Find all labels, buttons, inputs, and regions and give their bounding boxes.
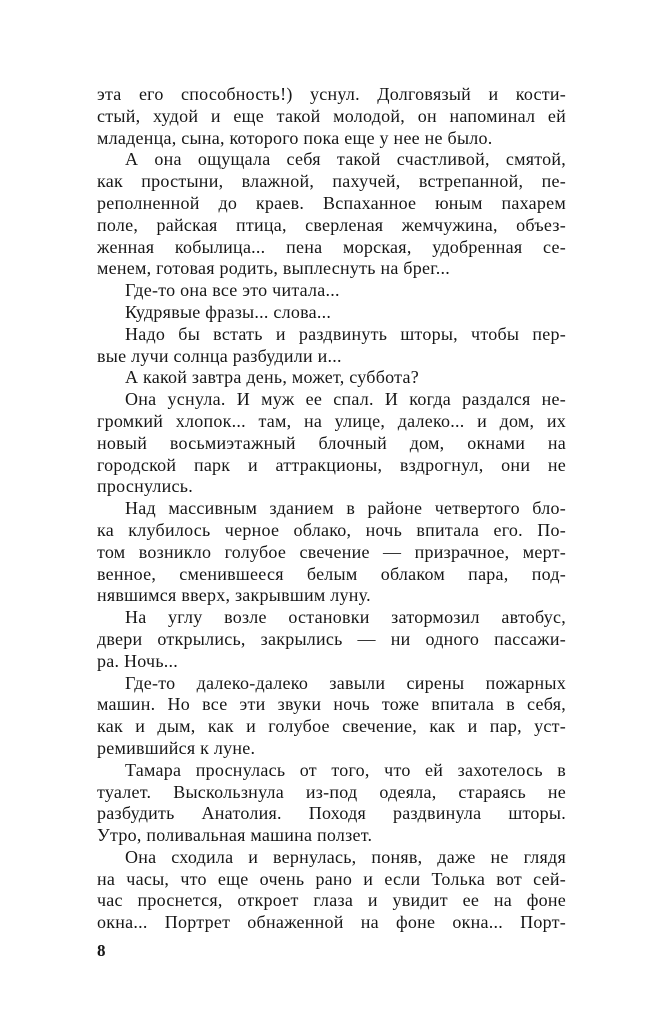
- text-line: ка клубилось черное облако, ночь впитала его. По-: [97, 519, 566, 540]
- page-text: [97, 84, 566, 934]
- text-line: туалет. Выскользнула из-под одеяла, стараясь не: [97, 781, 566, 802]
- text-line: Она сходила и вернулась, поняв, даже не глядя: [125, 846, 566, 867]
- paragraph: [97, 673, 566, 760]
- text-line: окна... Портрет обнаженной на фоне окна... Порт-: [97, 912, 566, 933]
- paragraph: [97, 607, 566, 672]
- text-line: ремившийся к луне.: [97, 737, 256, 758]
- page-number: 8: [97, 941, 106, 960]
- text-line: Утро, поливальная машина ползет.: [97, 825, 373, 846]
- text-line: венное, сменившееся белым облаком пара, под-: [97, 563, 566, 584]
- text-line: как и дым, как и голубое свечение, как и пар, уст-: [97, 716, 566, 737]
- text-line: стый, худой и еще такой молодой, он напоминал ей: [97, 105, 566, 126]
- text-line: городской парк и аттракционы, вздрогнул, они не: [97, 454, 566, 475]
- paragraph: [97, 367, 566, 389]
- paragraph: [97, 149, 566, 280]
- text-line: менем, готовая родить, выплеснуть на брег...: [97, 258, 451, 279]
- text-line: А какой завтра день, может, суббота?: [125, 367, 419, 388]
- text-line: на часы, что еще очень рано и если Толька вот сей-: [97, 868, 566, 889]
- text-line: А она ощущала себя такой счастливой, смятой,: [125, 149, 566, 170]
- text-line: Она уснула. И муж ее спал. И когда раздался не-: [125, 389, 566, 410]
- paragraph: [97, 498, 566, 607]
- text-line: Тамара проснулась от того, что ей захотелось в: [125, 759, 566, 780]
- text-line: Где-то далеко-далеко завыли сирены пожарных: [125, 672, 566, 693]
- text-line: Надо бы встать и раздвинуть шторы, чтобы пер-: [125, 323, 566, 344]
- text-line: новый восьмиэтажный блочный дом, окнами на: [97, 432, 566, 453]
- text-line: как простыни, влажной, пахучей, встрепанной, пе-: [97, 171, 566, 192]
- paragraph: [97, 760, 566, 847]
- paragraph: [97, 302, 566, 324]
- text-line: младенца, сына, которого пока еще у нее не было.: [97, 127, 493, 148]
- text-line: вые лучи солнца разбудили и...: [97, 345, 342, 366]
- text-line: Кудрявые фразы... слова...: [125, 301, 332, 322]
- text-line: час проснется, откроет глаза и увидит ее на фоне: [97, 890, 566, 911]
- text-line: нявшимся вверх, закрывшим луну.: [97, 585, 371, 606]
- text-line: громкий хлопок... там, на улице, далеко... и дом, их: [97, 410, 566, 431]
- text-line: Над массивным зданием в районе четвертого бло-: [125, 498, 566, 519]
- text-line: реполненной до краев. Вспаханное юным пахарем: [97, 192, 566, 213]
- text-line: поле, райская птица, сверленая жемчужина, объез-: [97, 214, 566, 235]
- text-line: разбудить Анатолия. Походя раздвинула шторы.: [97, 803, 566, 824]
- text-line: На углу возле остановки затормозил автобус,: [125, 607, 566, 628]
- text-line: эта его способность!) уснул. Долговязый и кости-: [97, 84, 566, 104]
- paragraph: [97, 389, 566, 498]
- text-line: двери открылись, закрылись — ни одного пассажи-: [97, 628, 566, 649]
- text-line: женная кобылица... пена морская, удобренная се-: [97, 236, 566, 257]
- paragraph: [97, 847, 566, 934]
- text-line: Где-то она все это читала...: [125, 280, 340, 301]
- text-line: проснулись.: [97, 476, 193, 497]
- text-line: ра. Ночь...: [97, 650, 179, 671]
- text-line: машин. Но все эти звуки ночь тоже впитала в себя,: [97, 694, 566, 715]
- paragraph: [97, 280, 566, 302]
- paragraph: [97, 324, 566, 368]
- text-line: том возникло голубое свечение — призрачное, мерт-: [97, 541, 566, 562]
- paragraph: [97, 84, 566, 149]
